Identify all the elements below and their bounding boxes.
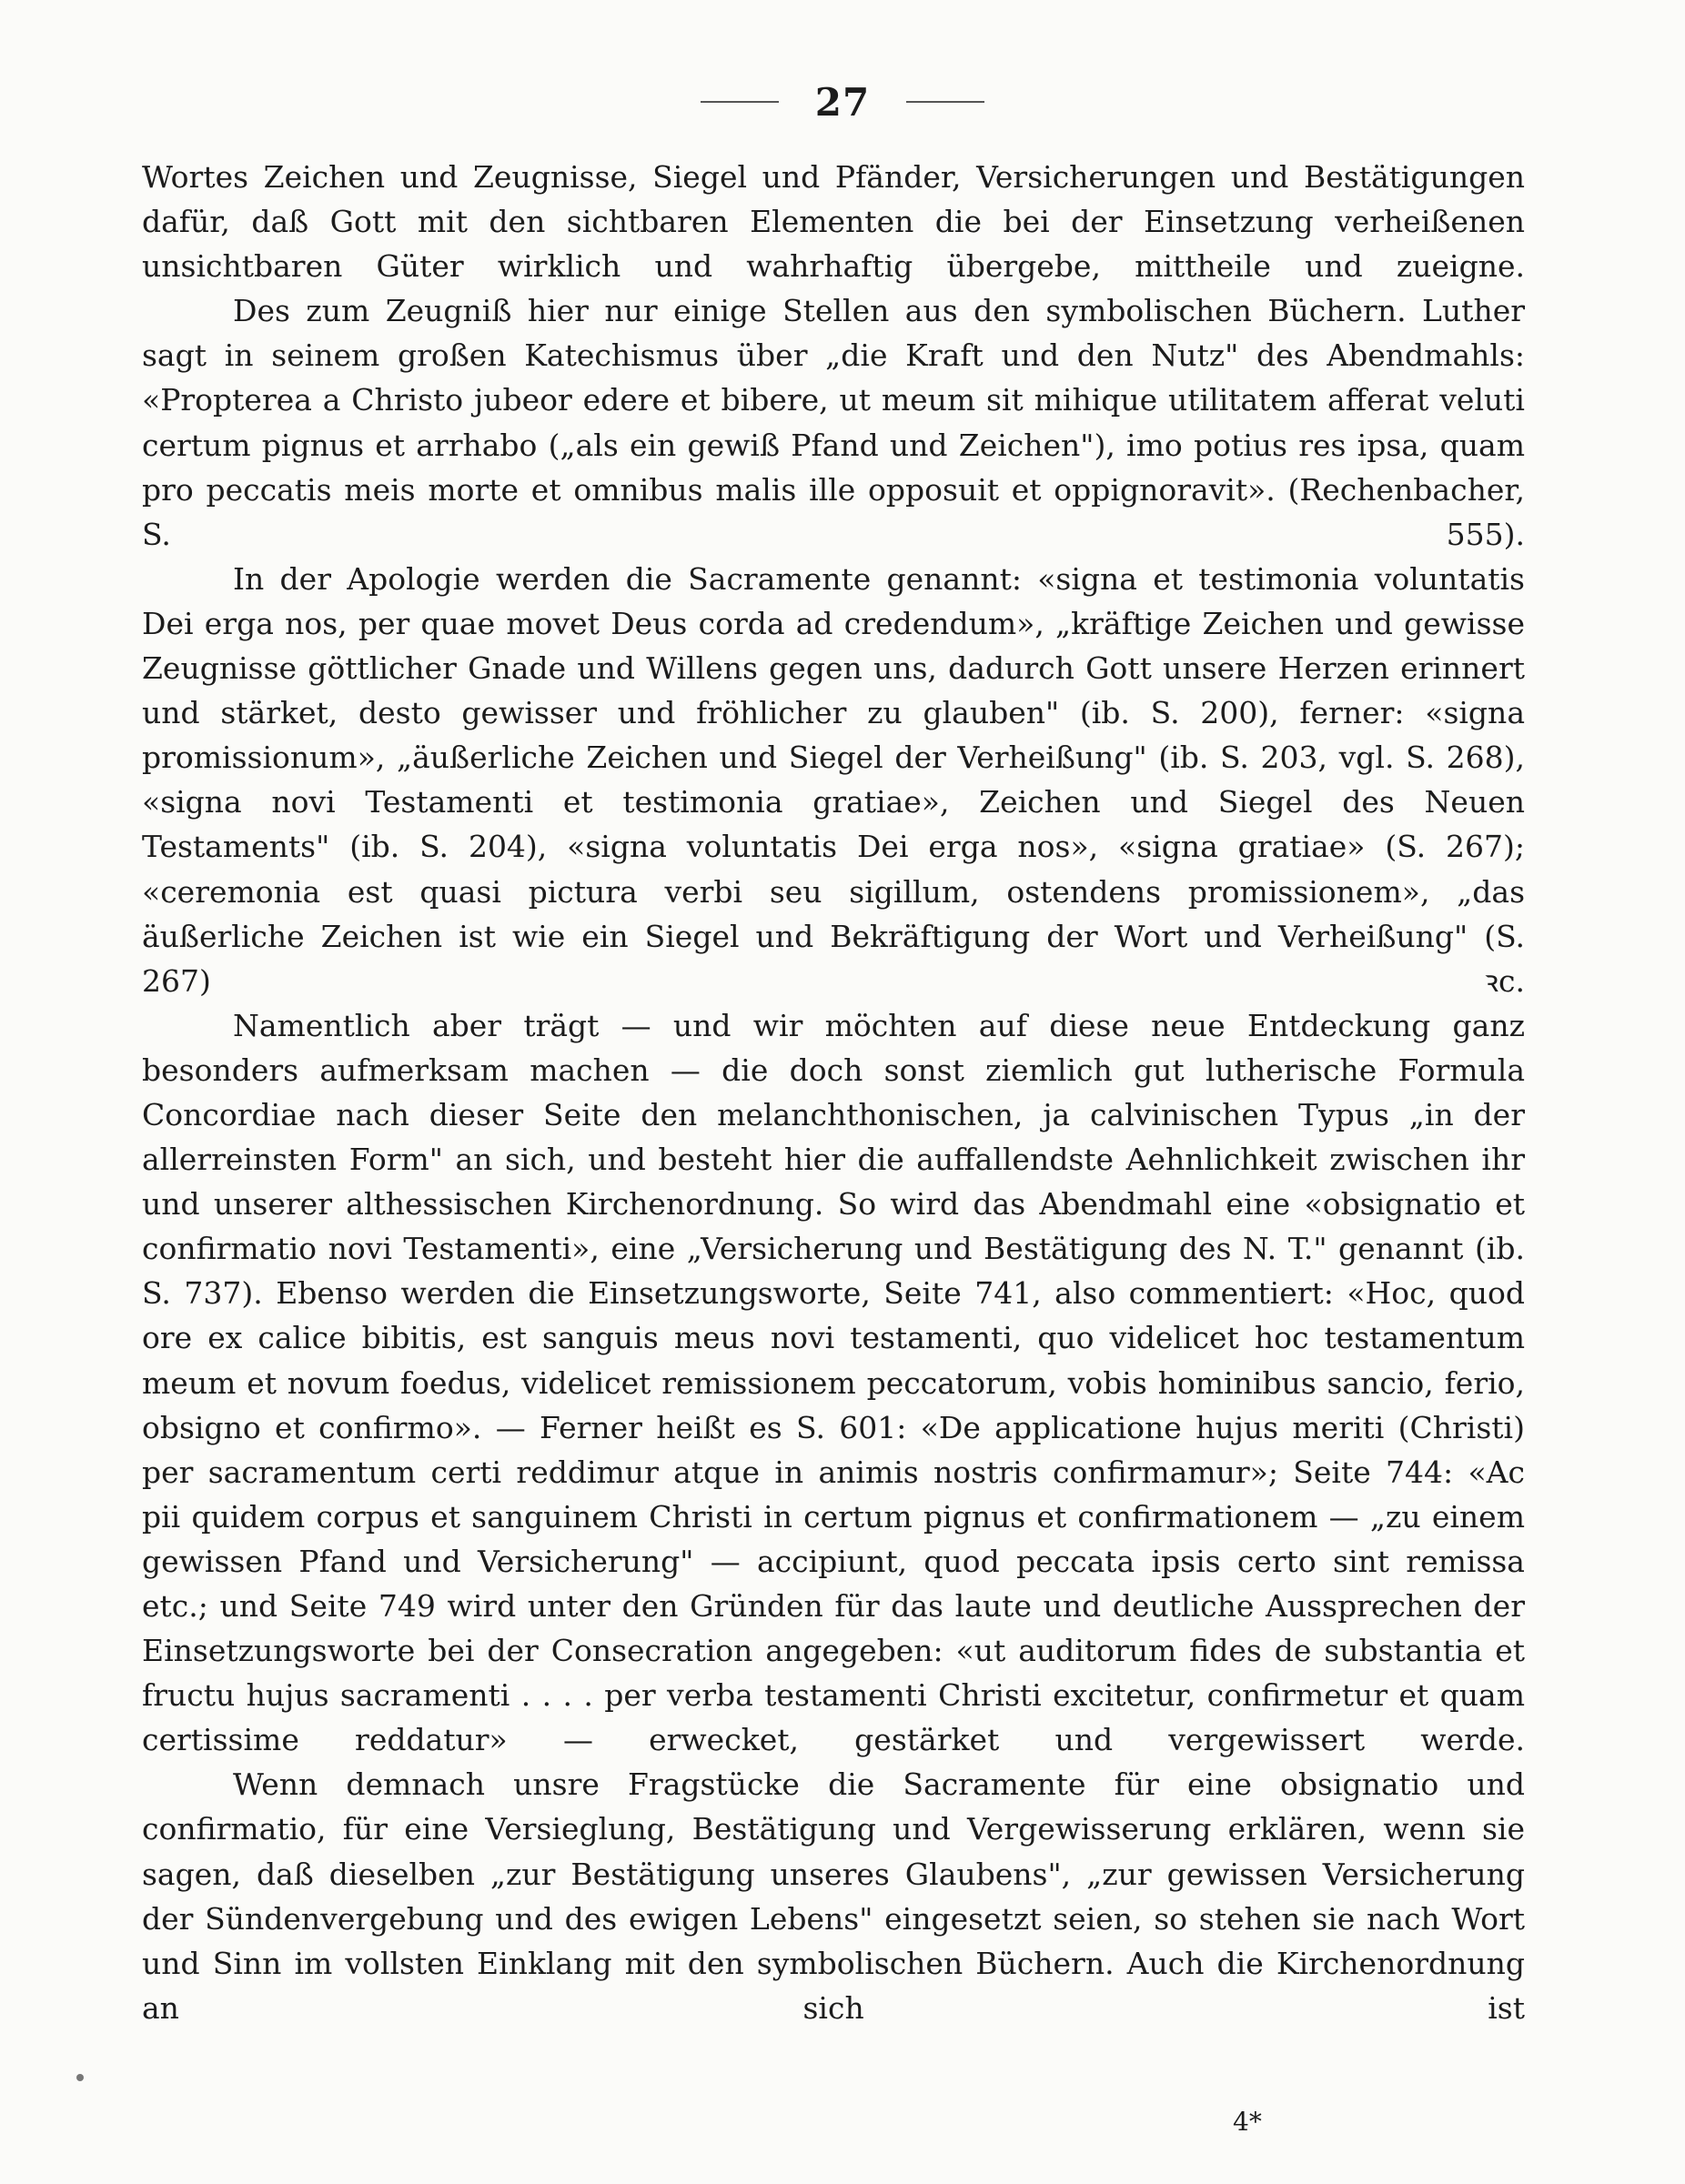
paragraph-3: In der Apologie werden die Sacramente genannt: «signa et testimonia voluntatis Dei erga nos, per quae movet Deus corda ad credendum», „kräftige Zeichen und gewisse Zeugnisse göttlicher Gnade und Willens gegen uns, dadurch Gott unsere Herzen erinnert und stärket, desto gewisser und fröhlicher zu glauben" (ib. S. 200), ferner: «signa promissionum», „äußerliche Zeichen und Siegel der Verheißung" (ib. S. 203, vgl. S. 268), «signa novi Testamenti et testimonia gratiae», Zeichen und Siegel des Neuen Testaments" (ib. S. 204), «signa voluntatis Dei erga nos», «signa gratiae» (S. 267); «ceremonia est quasi pictura verbi seu sigillum, ostendens promissionem», „das äußerliche Zeichen ist wie ein Siegel und Bekräftigung der Wort und Verheißung" (S. 267) ꝛc. xyxy=(142,560,1525,999)
header-rule-right xyxy=(906,101,984,103)
signature-mark: 4* xyxy=(1233,2107,1262,2137)
body-text xyxy=(142,155,1525,2030)
paragraph-4: Namentlich aber trägt — und wir möchten auf diese neue Entdeckung ganz besonders aufmerksam machen — die doch sonst ziemlich gut lutherische Formula Concordiae nach dieser Seite den melanchthonischen, ja calvinischen Typus „in der allerreinsten Form" an sich, und besteht hier die auffallendste Aehnlichkeit zwischen ihr und unserer althessischen Kirchenordnung. So wird das Abendmahl eine «obsignatio et confirmatio novi Testamenti», eine „Versicherung und Bestätigung des N. T." genannt (ib. S. 737). Ebenso werden die Einsetzungsworte, Seite 741, also commentiert: «Hoc, quod ore ex calice bibitis, est sanguis meus novi testamenti, quo videlicet hoc testamentum meum et novum foedus, videlicet remissionem peccatorum, vobis hominibus sancio, ferio, obsigno et confirmo». — Ferner heißt es S. 601: «De applicatione hujus meriti (Christi) per sacramentum certi reddimur atque in animis nostris confirmamur»; Seite 744: «Ac pii quidem corpus et sanguinem Christi in certum pignus et confirmationem — „zu einem gewissen Pfand und Versicherung" — accipiunt, quod peccata ipsis certo sint remissa etc.; und Seite 749 wird unter den Gründen für das laute und deutliche Aussprechen der Einsetzungsworte bei der Consecration angegeben: «ut auditorum fides de substantia et fructu hujus sacramenti . . . . per verba testamenti Christi excitetur, confirmetur et quam certissime reddatur» — erwecket, gestärket und vergewissert werde. xyxy=(142,1007,1525,1758)
ink-speck xyxy=(76,2074,84,2081)
page-header xyxy=(0,75,1685,129)
paragraph-1: Wortes Zeichen und Zeugnisse, Siegel und Pfänder, Versicherungen und Bestätigungen dafür, daß Gott mit den sichtbaren Elementen die bei der Einsetzung verheißenen unsichtbaren Güter wirklich und wahrhaftig übergebe, mittheile und zueigne. xyxy=(142,159,1525,285)
paragraph-5: Wenn demnach unsre Fragstücke die Sacramente für eine obsignatio und confirmatio, für eine Versieglung, Bestätigung und Vergewisserung erklären, wenn sie sagen, daß dieselben „zur Bestätigung unseres Glaubens", „zur gewissen Versicherung der Sündenvergebung und des ewigen Lebens" eingesetzt seien, so stehen sie nach Wort und Sinn im vollsten Einklang mit den symbolischen Büchern. Auch die Kirchenordnung an sich ist xyxy=(142,1766,1525,2026)
page-number: 27 xyxy=(814,79,871,125)
header-rule-left xyxy=(701,101,779,103)
paragraph-2: Des zum Zeugniß hier nur einige Stellen aus den symbolischen Büchern. Luther sagt in seinem großen Katechismus über „die Kraft und den Nutz" des Abendmahls: «Propterea a Christo jubeor edere et bibere, ut meum sit mihique utilitatem afferat veluti certum pignus et arrhabo („als ein gewiß Pfand und Zeichen"), imo potius res ipsa, quam pro peccatis meis morte et omnibus malis ille opposuit et oppignoravit». (Rechenbacher, S. 555). xyxy=(142,293,1525,552)
